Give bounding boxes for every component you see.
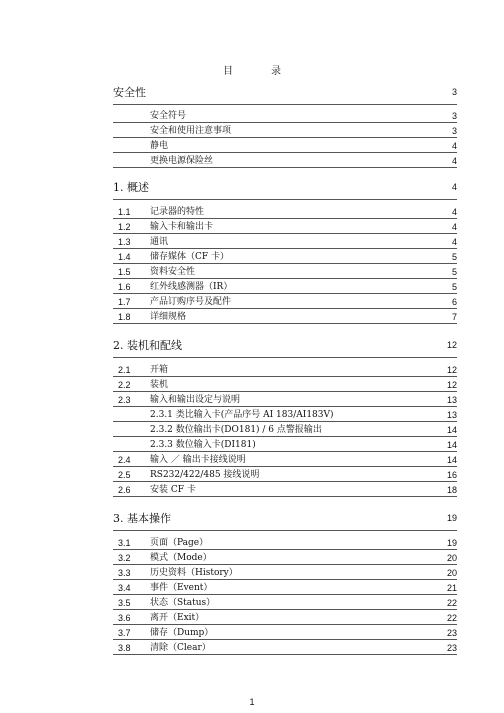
toc-chapter-2[interactable] <box>113 334 457 358</box>
toc-entry-label: 2.3.2 数位输出卡(DO181) / 6 点警报输出 <box>150 425 322 435</box>
toc-entry-label: 输入卡和输出卡 <box>150 222 214 232</box>
toc-entry-number: 2.2 <box>118 380 131 390</box>
toc-entry[interactable] <box>113 153 457 168</box>
toc-entry-label: 清除（Clear） <box>150 643 211 653</box>
toc-page-number: 23 <box>446 628 457 638</box>
toc-entry-number: 1.3 <box>118 237 131 247</box>
toc-entry[interactable] <box>113 437 457 452</box>
toc-entry[interactable] <box>113 640 457 655</box>
toc-page-number: 5 <box>451 267 457 277</box>
toc-entry[interactable] <box>113 294 457 309</box>
toc-entry-label: 离开（Exit） <box>150 613 205 623</box>
toc-entry-number: 2.3 <box>118 395 131 405</box>
toc-page-number: 13 <box>446 395 457 405</box>
toc-entry-number: 1.5 <box>118 267 131 277</box>
toc-page-number: 3 <box>451 87 457 97</box>
toc-entry[interactable] <box>113 422 457 437</box>
toc-page-number: 23 <box>446 643 457 653</box>
toc-page-number: 13 <box>446 410 457 420</box>
toc-section-label: 1. 概述 <box>113 181 149 194</box>
toc-entry-label: 模式（Mode） <box>150 553 212 563</box>
toc-entry-label: 2.3.3 数位输入卡(DI181) <box>150 440 256 450</box>
toc-entry-label: 储存媒体（CF 卡） <box>150 252 229 262</box>
toc-entry-number: 1.7 <box>118 297 131 307</box>
toc-entry-number: 3.6 <box>118 613 131 623</box>
toc-page-number: 18 <box>446 485 457 495</box>
toc-entry-label: 产品订购序号及配件 <box>150 297 232 307</box>
toc-entry-label: RS232/422/485 接线说明 <box>150 470 260 480</box>
toc-section-label: 2. 装机和配线 <box>113 339 182 352</box>
toc-page-number: 12 <box>446 365 457 375</box>
toc-entry-label: 储存（Dump） <box>150 628 214 638</box>
toc-entry[interactable] <box>113 580 457 595</box>
toc-page-number: 4 <box>451 156 457 166</box>
toc-entry-number: 3.7 <box>118 628 131 638</box>
toc-entry-label: 安装 CF 卡 <box>150 485 196 495</box>
toc-entry-number: 3.4 <box>118 583 131 593</box>
toc-entry[interactable] <box>113 537 457 550</box>
toc-entry-label: 资料安全性 <box>150 267 196 277</box>
toc-entry-label: 安全符号 <box>150 111 187 121</box>
toc-entry-label: 装机 <box>150 380 169 390</box>
toc-page-number: 14 <box>446 455 457 465</box>
page-number-footer: 1 <box>249 697 255 707</box>
toc-entry-number: 1.8 <box>118 312 131 322</box>
toc-entry-label: 更换电源保险丝 <box>150 156 214 166</box>
toc-entry-label: 输入和输出设定与说明 <box>150 395 241 405</box>
toc-entry[interactable] <box>113 625 457 640</box>
toc-section-label: 安全性 <box>113 86 146 99</box>
toc-entry[interactable] <box>113 249 457 264</box>
toc-page-number: 20 <box>446 568 457 578</box>
toc-section-label: 3. 基本操作 <box>113 512 171 525</box>
toc-entry[interactable] <box>113 206 457 219</box>
toc-page-number: 4 <box>451 207 457 217</box>
toc-page-number: 19 <box>446 513 457 523</box>
toc-entry-label: 通讯 <box>150 237 169 247</box>
toc-entry-number: 3.3 <box>118 568 131 578</box>
toc-page-number: 22 <box>446 598 457 608</box>
toc-entry[interactable] <box>113 219 457 234</box>
toc-entry-label: 安全和使用注意事项 <box>150 126 232 136</box>
toc-page-number: 14 <box>446 425 457 435</box>
toc-title-part2: 录 <box>271 66 281 77</box>
toc-title-part1: 目 <box>223 66 233 77</box>
toc-entry[interactable] <box>113 279 457 294</box>
toc-entry[interactable] <box>113 452 457 467</box>
toc-page-number: 4 <box>451 182 457 192</box>
toc-entry-label: 输入 ／ 输出卡接线说明 <box>150 455 246 465</box>
toc-entry[interactable] <box>113 123 457 138</box>
toc-entry[interactable] <box>113 110 457 123</box>
toc-page-number: 16 <box>446 470 457 480</box>
toc-entry-label: 记录器的特性 <box>150 207 205 217</box>
toc-entry[interactable] <box>113 407 457 422</box>
toc-entry-number: 2.4 <box>118 455 131 465</box>
toc-entry-number: 3.5 <box>118 598 131 608</box>
toc-page-number: 3 <box>451 126 457 136</box>
toc-entry-label: 状态（Status） <box>150 598 216 608</box>
toc-page-number: 6 <box>451 297 457 307</box>
toc-page-number: 4 <box>451 141 457 151</box>
toc-section-safety[interactable] <box>113 80 457 105</box>
toc-entry-label: 历史资料（History） <box>150 568 238 578</box>
toc-entry[interactable] <box>113 467 457 482</box>
toc-page-number: 19 <box>446 538 457 548</box>
toc-page-number: 3 <box>451 111 457 121</box>
toc-entry-number: 2.1 <box>118 365 131 375</box>
toc-entry[interactable] <box>113 392 457 407</box>
toc-page-number: 20 <box>446 553 457 563</box>
toc-page-number: 22 <box>446 613 457 623</box>
toc-spacer <box>113 168 457 176</box>
toc-entry-label: 页面（Page） <box>150 538 209 548</box>
toc-page-number: 14 <box>446 440 457 450</box>
toc-entry[interactable] <box>113 610 457 625</box>
toc-page-number: 4 <box>451 237 457 247</box>
toc-title <box>0 62 504 77</box>
toc-entry[interactable] <box>113 377 457 392</box>
toc-entry-label: 详细规格 <box>150 312 187 322</box>
toc-entry-number: 3.2 <box>118 553 131 563</box>
toc-entry-number: 1.4 <box>118 252 131 262</box>
toc-entry-number: 3.8 <box>118 643 131 653</box>
toc-entry-label: 2.3.1 类比输入卡(产品序号 AI 183/AI183V) <box>150 410 334 420</box>
toc-spacer <box>113 497 457 507</box>
toc-entry[interactable] <box>113 550 457 565</box>
toc-entry-number: 3.1 <box>118 538 131 548</box>
toc-entry[interactable] <box>113 234 457 249</box>
toc-page-number: 21 <box>446 583 457 593</box>
toc-page-number: 12 <box>446 340 457 350</box>
toc-entry-label: 事件（Event） <box>150 583 213 593</box>
table-of-contents <box>113 80 457 655</box>
toc-entry[interactable] <box>113 595 457 610</box>
toc-entry-number: 1.2 <box>118 222 131 232</box>
toc-entry[interactable] <box>113 309 457 324</box>
toc-entry-number: 2.6 <box>118 485 131 495</box>
toc-page-number: 5 <box>451 252 457 262</box>
toc-chapter-1[interactable] <box>113 176 457 200</box>
toc-entry-label: 静电 <box>150 141 169 151</box>
toc-entry-label: 开箱 <box>150 365 169 375</box>
toc-entry[interactable] <box>113 264 457 279</box>
toc-entry[interactable] <box>113 364 457 377</box>
toc-page-number: 5 <box>451 282 457 292</box>
toc-page-number: 12 <box>446 380 457 390</box>
toc-entry-number: 2.5 <box>118 470 131 480</box>
toc-spacer <box>113 324 457 334</box>
toc-page-number: 4 <box>451 222 457 232</box>
toc-entry-label: 红外线感测器（IR） <box>150 282 233 292</box>
toc-entry[interactable] <box>113 138 457 153</box>
toc-entry-number: 1.1 <box>118 207 131 217</box>
toc-page-number: 7 <box>451 312 457 322</box>
toc-entry[interactable] <box>113 565 457 580</box>
toc-entry[interactable] <box>113 482 457 497</box>
toc-chapter-3[interactable] <box>113 507 457 531</box>
toc-entry-number: 1.6 <box>118 282 131 292</box>
